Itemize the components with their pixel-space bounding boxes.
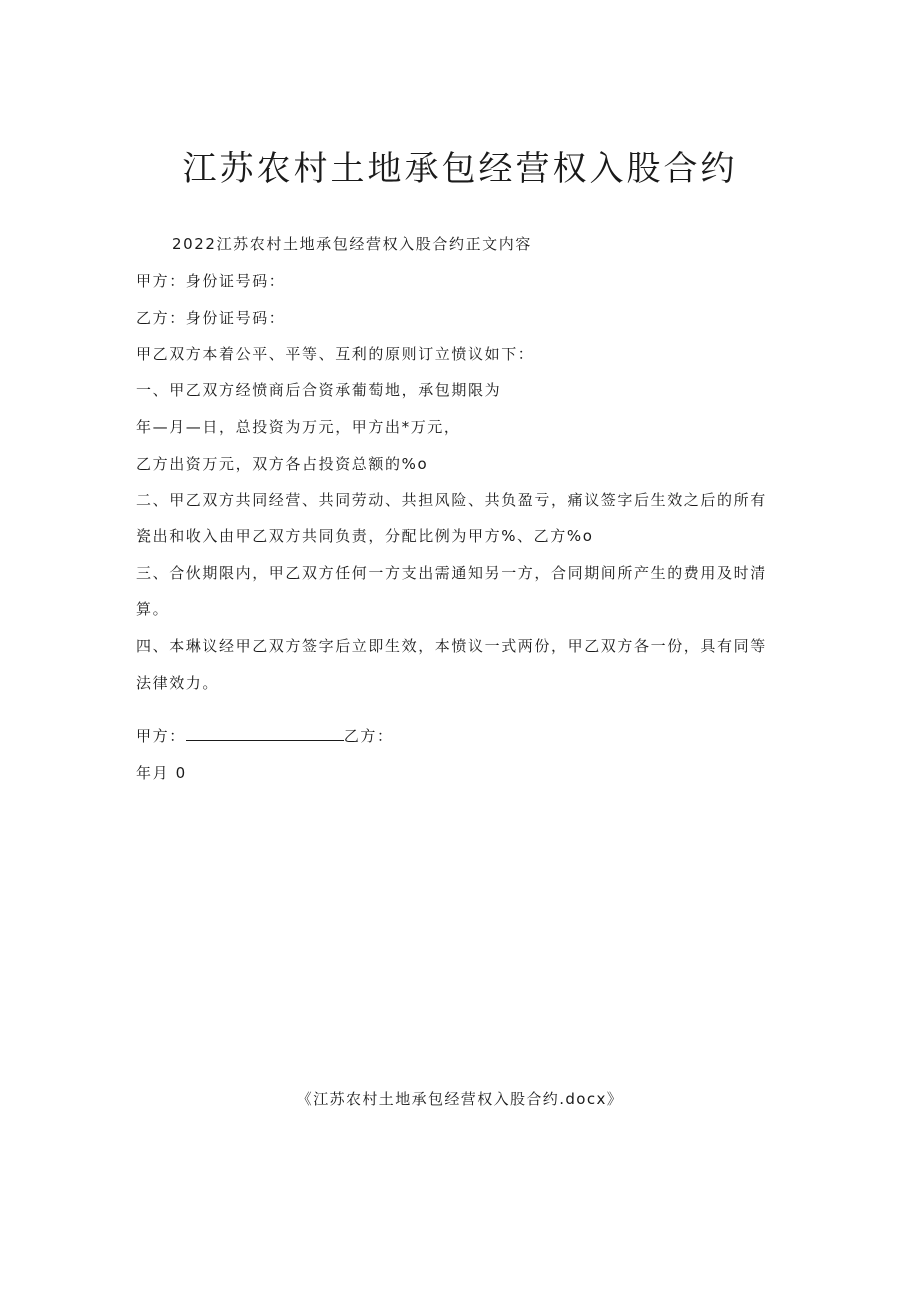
signature-party-b-label: 乙方： <box>343 727 394 745</box>
signature-line <box>136 725 796 747</box>
clause-1-line-2: 年—月—日，总投资为万元，甲方出*万元， <box>136 418 461 436</box>
date-line: 年月 0 <box>136 764 187 782</box>
intro-paragraph: 甲乙双方本着公平、平等、互利的原则订立愤议如下： <box>136 345 535 363</box>
clause-3-line-1: 三、合伙期限内，甲乙双方任何一方支出需通知另一方，合同期间所产生的费用及时清 <box>136 564 767 582</box>
document-subtitle: 2022江苏农村土地承包经营权入股合约正文内容 <box>172 235 532 253</box>
clause-2-line-1: 二、甲乙双方共同经营、共同劳动、共担风险、共负盈亏，痛议签字后生效之后的所有 <box>136 491 767 509</box>
clause-4-line-1: 四、本琳议经甲乙双方签字后立即生效，本愤议一式两份，甲乙双方各一份，具有同等 <box>136 637 767 655</box>
clause-4-line-2: 法律效力。 <box>136 674 220 692</box>
clause-1-line-3: 乙方出资万元，双方各占投资总额的%o <box>136 455 429 473</box>
party-a-id-line: 甲方：身份证号码： <box>136 272 286 290</box>
document-title: 江苏农村土地承包经营权入股合约 <box>182 149 738 189</box>
document-filename-footer: 《江苏农村土地承包经营权入股合约.docx》 <box>296 1090 624 1108</box>
signature-party-a-label: 甲方： <box>136 727 186 745</box>
party-b-id-line: 乙方：身份证号码： <box>136 309 286 327</box>
clause-1-line-1: 一、甲乙双方经愤商后合资承葡萄地，承包期限为 <box>136 381 502 399</box>
signature-blank <box>186 726 344 741</box>
clause-2-line-2: 瓷出和收入由甲乙双方共同负责，分配比例为甲方%、乙方%o <box>136 527 594 545</box>
clause-3-line-2: 算。 <box>136 600 170 618</box>
